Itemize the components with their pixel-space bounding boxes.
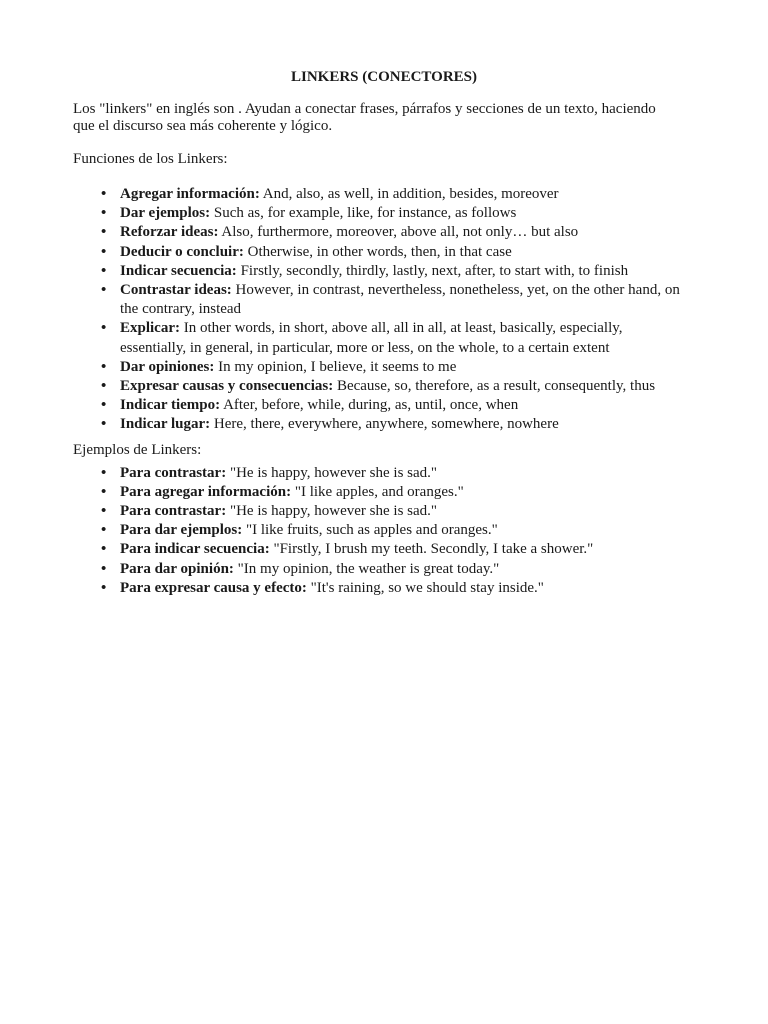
list-item [120, 415, 680, 434]
list-item [120, 540, 680, 559]
item-term: Contrastar ideas: [120, 282, 232, 299]
item-term: Dar ejemplos: [120, 205, 211, 222]
item-text: Here, there, everywhere, anywhere, somewhere, nowhere [210, 416, 559, 433]
item-text: "He is happy, however she is sad." [226, 464, 438, 481]
item-term: Para agregar información: [120, 483, 292, 500]
list-item [120, 377, 680, 396]
item-text: However, in contrast, nevertheless, nonetheless, yet, on the other hand, on the contrary, instead [120, 282, 680, 318]
list-item [120, 560, 680, 579]
examples-list [73, 464, 680, 598]
functions-heading: Funciones de los Linkers: [73, 151, 228, 167]
item-term: Dar opiniones: [120, 358, 215, 375]
intro-paragraph: Los "linkers" en inglés son . Ayudan a conectar frases, párrafos y secciones de un texto, haciendo que el discurso sea más coherente y lógico. [73, 101, 656, 134]
item-term: Para expresar causa y efecto: [120, 579, 307, 596]
list-item [120, 185, 680, 204]
functions-list [73, 185, 680, 435]
item-text: "In my opinion, the weather is great today." [233, 560, 500, 577]
item-text: Otherwise, in other words, then, in that case [243, 243, 512, 260]
item-term: Indicar lugar: [120, 416, 211, 433]
list-item [120, 243, 680, 262]
item-term: Deducir o concluir: [120, 243, 244, 260]
item-text: Firstly, secondly, thirdly, lastly, next, after, to start with, to finish [236, 262, 629, 279]
document-title: LINKERS (CONECTORES) [290, 69, 477, 85]
item-term: Indicar secuencia: [120, 262, 237, 279]
item-text: In other words, in short, above all, all in all, at least, basically, especially, essentially, in general, in particular, more or less, on the whole, to a certain extent [120, 320, 623, 356]
list-item [120, 223, 680, 242]
list-item [120, 319, 680, 357]
list-item [120, 521, 680, 540]
list-item [120, 483, 680, 502]
list-item [120, 281, 680, 319]
item-text: Because, so, therefore, as a result, consequently, thus [333, 378, 656, 395]
list-item [120, 579, 680, 598]
item-text: "I like apples, and oranges." [291, 483, 464, 500]
item-term: Explicar: [120, 320, 180, 337]
item-text: Also, furthermore, moreover, above all, not only… but also [218, 224, 579, 241]
list-item [120, 204, 680, 223]
list-item [120, 464, 680, 483]
item-term: Para contrastar: [120, 503, 227, 520]
item-term: Agregar información: [120, 186, 260, 202]
item-text: "It's raining, so we should stay inside." [306, 579, 544, 596]
list-item [120, 396, 680, 415]
item-text: And, also, as well, in addition, besides, moreover [259, 186, 559, 202]
item-text: "I like fruits, such as apples and oranges." [242, 522, 498, 539]
list-item [120, 262, 680, 281]
item-term: Reforzar ideas: [120, 224, 219, 241]
item-term: Para indicar secuencia: [120, 541, 270, 558]
item-term: Indicar tiempo: [120, 397, 221, 414]
item-text: After, before, while, during, as, until, once, when [220, 397, 519, 414]
item-term: Para contrastar: [120, 464, 227, 481]
item-text: "Firstly, I brush my teeth. Secondly, I take a shower." [269, 541, 594, 558]
item-term: Expresar causas y consecuencias: [120, 378, 334, 395]
item-term: Para dar opinión: [120, 560, 234, 577]
item-text: Such as, for example, like, for instance, as follows [210, 205, 517, 222]
item-text: "He is happy, however she is sad." [226, 503, 438, 520]
item-term: Para dar ejemplos: [120, 522, 243, 539]
list-item [120, 502, 680, 521]
list-item [120, 358, 680, 377]
item-text: In my opinion, I believe, it seems to me [214, 358, 457, 375]
examples-heading: Ejemplos de Linkers: [73, 441, 202, 458]
